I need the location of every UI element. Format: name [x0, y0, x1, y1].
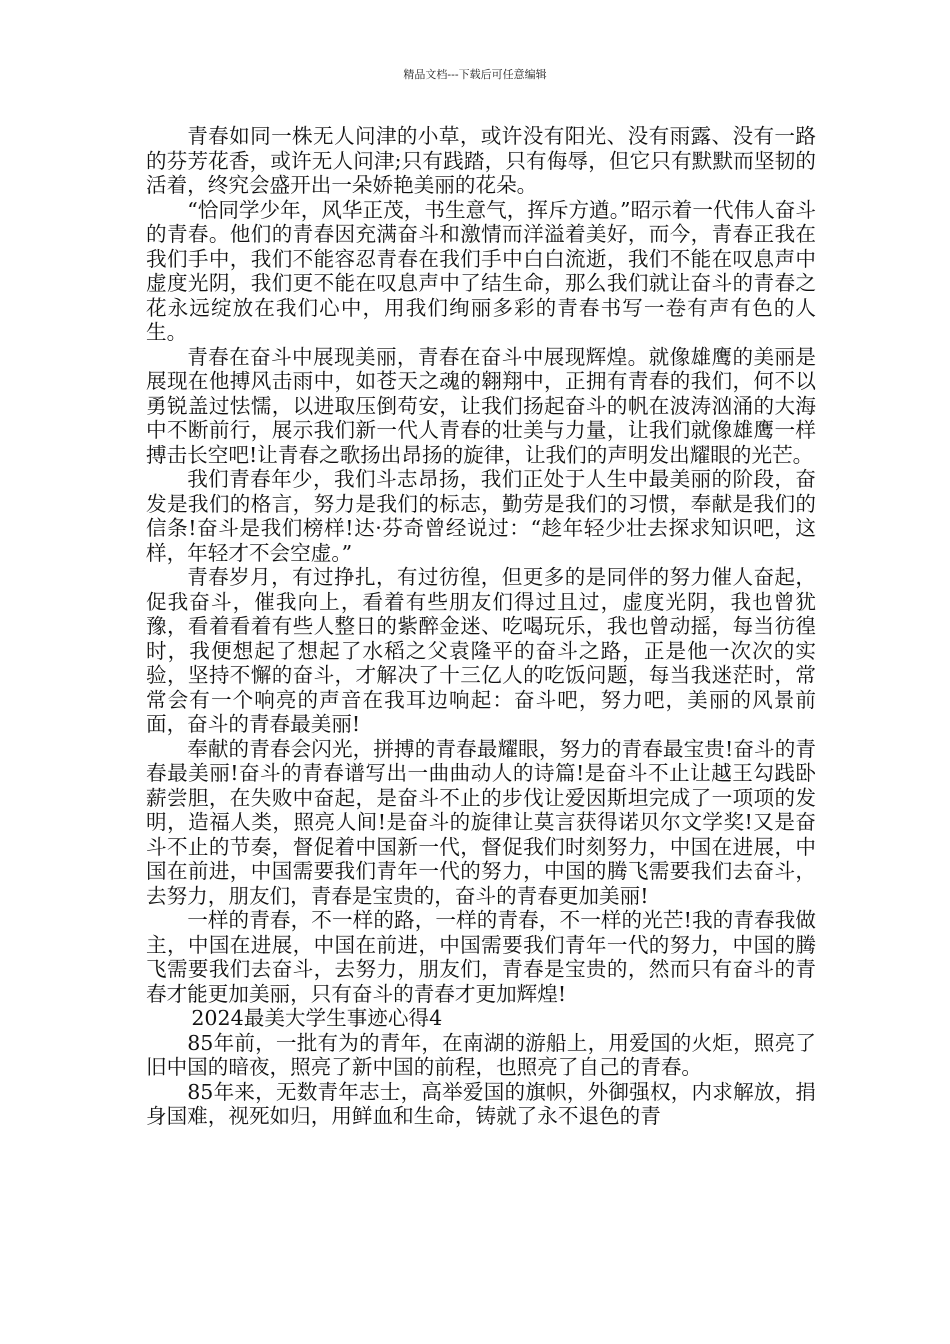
document-body	[146, 124, 816, 1129]
paragraph-1: 青春如同一株无人问津的小草，或许没有阳光、没有雨露、没有一路的芬芳花香，或许无人问津;只有践踏，只有侮辱，但它只有默默而坚韧的活着，终究会盛开出一朵娇艳美丽的花朵。	[146, 124, 816, 197]
paragraph-6: 奉献的青春会闪光，拼搏的青春最耀眼，努力的青春最宝贵!奋斗的青春最美丽!奋斗的青春谱写出一曲曲动人的诗篇!是奋斗不止让越王勾践卧薪尝胆，在失败中奋起，是奋斗不止的步伐让爱因斯坦完成了一项项的发明，造福人类，照亮人间!是奋斗的旋律让莫言获得诺贝尔文学奖!又是奋斗不止的节奏，督促着中国新一代，督促我们时刻努力，中国在进展，中国在前进，中国需要我们青年一代的努力，中国的腾飞需要我们去奋斗，去努力，朋友们，青春是宝贵的，奋斗的青春更加美丽!	[146, 736, 816, 908]
paragraph-3: 青春在奋斗中展现美丽，青春在奋斗中展现辉煌。就像雄鹰的美丽是展现在他搏风击雨中，如苍天之魂的翱翔中，正拥有青春的我们，何不以勇锐盖过怯懦，以进取压倒苟安，让我们扬起奋斗的帆在波涛汹涌的大海中不断前行，展示我们新一代人青春的壮美与力量，让我们就像雄鹰一样搏击长空吧!让青春之歌扬出昂扬的旋律，让我们的声明发出耀眼的光芒。	[146, 344, 816, 467]
section-heading: 2024最美大学生事迹心得4	[191, 1006, 443, 1030]
paragraph-9: 85年来，无数青年志士，高举爱国的旗帜，外御强权，内求解放，捐身国难，视死如归，用鲜血和生命，铸就了永不退色的青	[146, 1079, 816, 1128]
page-header: 精品文档---下载后可任意编辑	[403, 68, 547, 81]
paragraph-5: 青春岁月，有过挣扎，有过彷徨，但更多的是同伴的努力催人奋起，促我奋斗，催我向上，看着有些朋友们得过且过，虚度光阴，我也曾犹豫，看着看着有些人整日的紫醉金迷、吃喝玩乐，我也曾动摇，每当彷徨时，我便想起了想起了水稻之父袁隆平的奋斗之路，正是他一次次的实验，坚持不懈的奋斗，才解决了十三亿人的吃饭问题，每当我迷茫时，常常会有一个响亮的声音在我耳边响起：奋斗吧，努力吧，美丽的风景前面，奋斗的青春最美丽!	[146, 565, 816, 736]
paragraph-7: 一样的青春，不一样的路，一样的青春，不一样的光芒!我的青春我做主，中国在进展，中国在前进，中国需要我们青年一代的努力，中国的腾飞需要我们去奋斗，去努力，朋友们，青春是宝贵的，然而只有奋斗的青春才能更加美丽，只有奋斗的青春才更加辉煌!	[146, 908, 816, 1006]
paragraph-2: “恰同学少年，风华正茂，书生意气，挥斥方遒。”昭示着一代伟人奋斗的青春。他们的青春因充满奋斗和激情而洋溢着美好，而今，青春正我在我们手中，我们不能容忍青春在我们手中白白流逝，我们不能在叹息声中虚度光阴，我们更不能在叹息声中了结生命，那么我们就让奋斗的青春之花永远绽放在我们心中，用我们绚丽多彩的青春书写一卷有声有色的人生。	[146, 197, 816, 344]
paragraph-4: 我们青春年少，我们斗志昂扬，我们正处于人生中最美丽的阶段，奋发是我们的格言，努力是我们的标志，勤劳是我们的习惯，奉献是我们的信条!奋斗是我们榜样!达·芬奇曾经说过：“趁年轻少壮去探求知识吧，这样，年轻才不会空虚。”	[146, 467, 816, 565]
paragraph-8: 85年前，一批有为的青年，在南湖的游船上，用爱国的火炬，照亮了旧中国的暗夜，照亮了新中国的前程，也照亮了自己的青春。	[146, 1030, 816, 1079]
